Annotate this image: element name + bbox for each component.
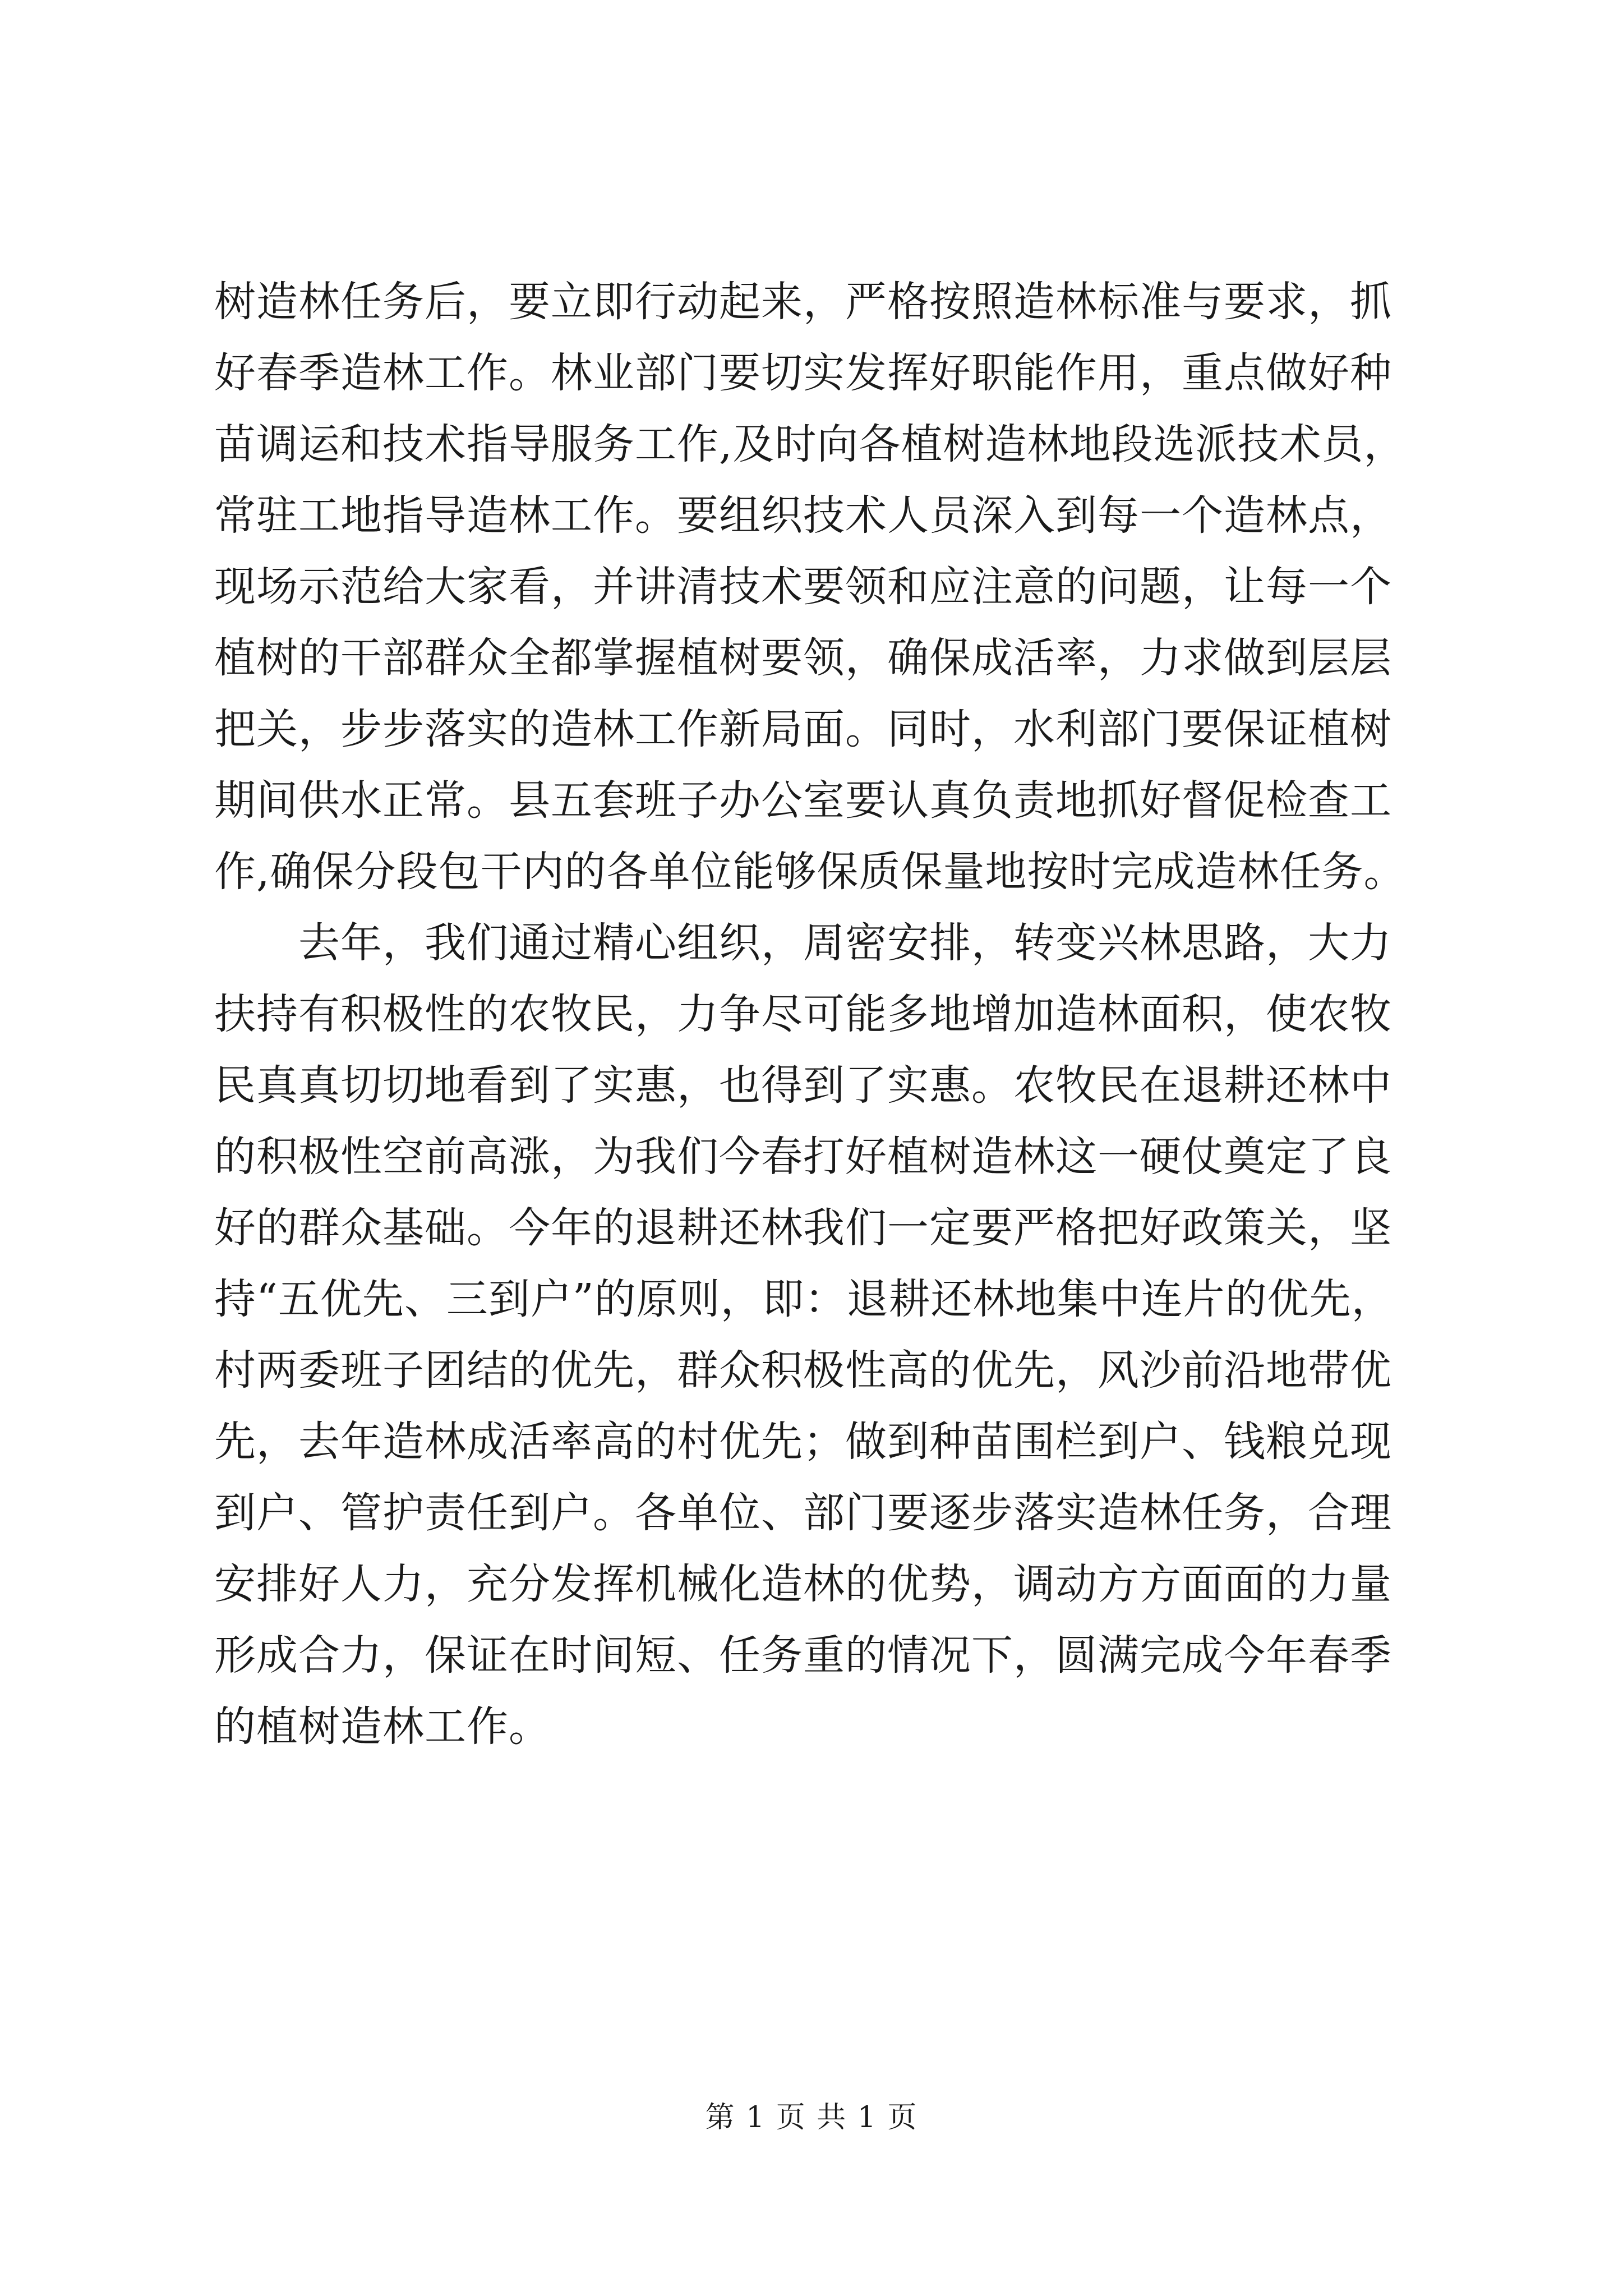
text-line: 到户、管护责任到户。各单位、部门要逐步落实造林任务，合理 — [214, 1489, 1392, 1537]
text-line: 常驻工地指导造林工作。要组织技术人员深入到每一个造林点， — [214, 491, 1392, 540]
text-line: 持“五优先、三到户”的原则，即：退耕还林地集中连片的优先， — [214, 1275, 1394, 1323]
text-line: 扶持有积极性的农牧民，力争尽可能多地增加造林面积，使农牧 — [214, 990, 1392, 1038]
text-line: 期间供水正常。县五套班子办公室要认真负责地抓好督促检查工 — [214, 776, 1392, 825]
document-body — [214, 266, 1470, 1763]
text-line: 的积极性空前高涨，为我们今春打好植树造林这一硬仗奠定了良 — [214, 1133, 1392, 1181]
text-line: 先，去年造林成活率高的村优先；做到种苗围栏到户、钱粮兑现 — [214, 1418, 1392, 1466]
text-line: 的植树造林工作。 — [214, 1703, 551, 1751]
text-line: 村两委班子团结的优先，群众积极性高的优先，风沙前沿地带优 — [214, 1346, 1392, 1395]
text-line: 作,确保分段包干内的各单位能够保质保量地按时完成造林任务。 — [214, 848, 1406, 896]
text-line: 苗调运和技术指导服务工作,及时向各植树造林地段选派技术员， — [214, 420, 1406, 468]
text-line: 安排好人力，充分发挥机械化造林的优势，调动方方面面的力量 — [214, 1560, 1392, 1608]
text-line: 民真真切切地看到了实惠，也得到了实惠。农牧民在退耕还林中 — [214, 1061, 1392, 1110]
text-line: 好春季造林工作。林业部门要切实发挥好职能作用，重点做好种 — [214, 349, 1392, 397]
text-line: 形成合力，保证在时间短、任务重的情况下，圆满完成今年春季 — [214, 1631, 1392, 1680]
text-line: 把关，步步落实的造林工作新局面。同时，水利部门要保证植树 — [214, 705, 1392, 753]
text-line: 植树的干部群众全都掌握植树要领，确保成活率，力求做到层层 — [214, 634, 1392, 682]
text-line: 现场示范给大家看，并讲清技术要领和应注意的问题，让每一个 — [214, 563, 1392, 611]
text-line: 好的群众基础。今年的退耕还林我们一定要严格把好政策关，坚 — [214, 1204, 1392, 1252]
page-number-footer: 第 1 页 共 1 页 — [705, 2101, 918, 2134]
text-line: 树造林任务后，要立即行动起来，严格按照造林标准与要求，抓 — [214, 278, 1392, 326]
paragraph-first-line: 去年，我们通过精心组织，周密安排，转变兴林思路，大力 — [298, 919, 1392, 967]
